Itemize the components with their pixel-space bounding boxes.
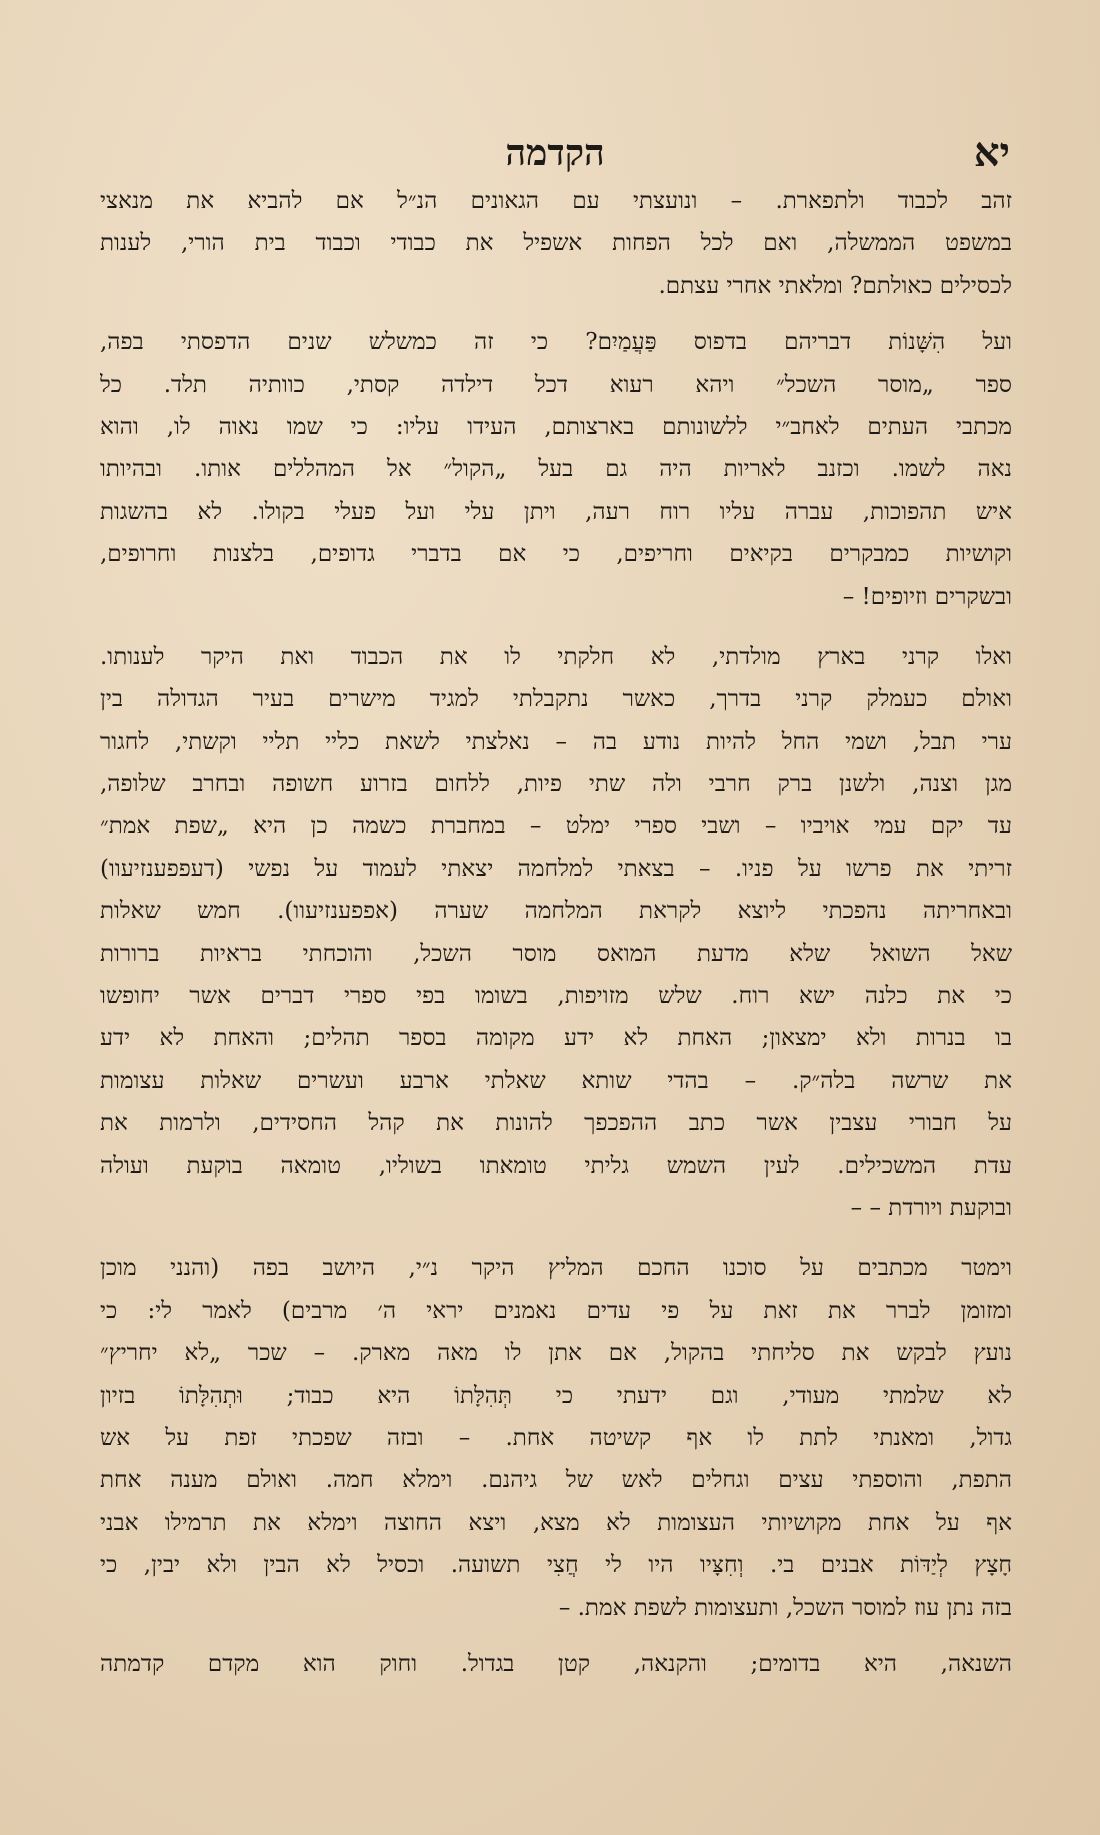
- text-line: ואולם כעמלק קרני בדרך, כאשר נתקבלתי למגיד מישרים בעיר הגדולה בין: [100, 686, 1012, 713]
- text-line: שאל השואל שלא מדעת המואס מוסר השכל, והוכחתי בראיות ברורות: [100, 940, 1012, 967]
- page-number: יא: [973, 129, 1010, 176]
- text-line: מכתבי העתים לאחב״י ללשונותם בארצותם, העידו עליו: כי שמו נאוה לו, והוא: [100, 413, 1012, 440]
- text-line: לכסילים כאולתם? ומלאתי אחרי עצתם.: [658, 272, 1012, 299]
- text-line: כי את כלנה ישא רוח. שלש מזויפות, בשומו בפי ספרי דברים אשר יחופשו: [100, 983, 1012, 1010]
- page-body: [100, 180, 1012, 1685]
- text-line: ובוקעת ויורדת – –: [850, 1194, 1012, 1221]
- text-line: את שרשה בלה״ק. – בהדי שותא שאלתי ארבע ועשרים שאלות עצומות: [100, 1067, 1012, 1094]
- text-line: אף על אחת מקושיותי העצומות לא מצא, ויצא החוצה וימלא את תרמילו אבני: [100, 1509, 1012, 1536]
- text-line: השנאה, היא בדומים; והקנאה, קטן בגדול. וחוק הוא מקדם קדמתה: [100, 1650, 1012, 1677]
- paragraph-4: [100, 1247, 1012, 1629]
- text-line: וקושיות כמבקרים בקיאים וחריפים, כי אם בדברי גדופים, בלצנות וחרופים,: [100, 541, 1012, 568]
- text-line: מגן וצנה, ולשנן ברק חרבי ולה שתי פיות, ללחום בזרוע חשופה ובחרב שלופה,: [100, 771, 1012, 798]
- paragraph-5: [100, 1643, 1012, 1685]
- text-line: בו בנרות ולא ימצאון; האחת לא ידע מקומה בספר תהלים; והאחת לא ידע: [100, 1025, 1012, 1052]
- text-line: ובשקרים וזיופים! –: [842, 583, 1012, 610]
- text-line: במשפט הממשלה, ואם לכל הפחות אשפיל את כבודי וכבוד בית הורי, לענות: [100, 230, 1012, 257]
- text-line: ועל הִשָּׁנוֹת דבריהם בדפוס פַּעֲמַיִם? כי זה כמשלש שנים הדפסתי בפה,: [100, 329, 1012, 356]
- text-line: לא שלמתי מעודי, וגם ידעתי כי תְּהִלָּתוֹ היא כבוד; וּתְהִלָּתוֹ בזיון: [100, 1382, 1012, 1409]
- paragraph-2: [100, 321, 1012, 618]
- text-line: ערי תבל, ושמי החל להיות נודע בה – נאלצתי לשאת כליי תליי וקשתי, לחגור: [100, 728, 1012, 755]
- text-line: ואלו קרני בארץ מולדתי, לא חלקתי לו את הכבוד ואת היקר לענותו.: [100, 643, 1012, 670]
- paragraph-1: [100, 180, 1012, 307]
- page-header: [100, 128, 1010, 178]
- text-line: ומזומן לברר את זאת על פי עדים נאמנים יראי ה׳ מרבים) לאמר לי: כי: [100, 1297, 1012, 1324]
- text-line: חָצָץ לְיַדּוֹת אבנים בי. וְחִצָּיו היו לי חֲצִי תשועה. וכסיל לא הבין ולא יבין, כי: [100, 1552, 1012, 1579]
- text-line: גדול, ומאנתי לתת לו אף קשיטה אחת. – ובזה שפכתי זפת על אש: [100, 1424, 1012, 1451]
- text-line: זריתי את פרשו על פניו. – בצאתי למלחמה יצאתי לעמוד על נפשי (דעפפענזיעוו): [100, 855, 1012, 882]
- text-line: עד יקם עמי אויביו – ושבי ספרי ימלט – במחברת כשמה כן היא „שפת אמת״: [100, 813, 1012, 840]
- text-line: התפת, והוספתי עצים וגחלים לאש של גיהנם. וימלא חמה. ואולם מענה אחת: [100, 1467, 1012, 1494]
- text-line: על חבורי עצבין אשר כתב ההפכפך להונות את קהל החסידים, ולרמות את: [100, 1110, 1012, 1137]
- text-line: זהב לכבוד ולתפארת. – ונועצתי עם הגאונים הנ״ל אם להביא את מנאצי: [100, 188, 1012, 214]
- text-line: ובאחריתה נהפכתי ליוצא לקראת המלחמה שערה (אפפענזיעוו). חמש שאלות: [100, 898, 1012, 925]
- text-line: איש תהפוכות, עברה עליו רוח רעה, ויתן עלי ועל פעלי בקולו. לא בהשגות: [100, 498, 1012, 525]
- text-line: נועץ לבקש את סליחתי בהקול, אם אתן לו מאה מארק. – שכר „לא יחריץ״: [100, 1340, 1012, 1367]
- paragraph-3: [100, 636, 1012, 1229]
- text-line: עדת המשכילים. לעין השמש גליתי טומאתו בשוליו, טומאה בוקעת ועולה: [100, 1152, 1012, 1179]
- text-line: בזה נתן עוז למוסר השכל, ותעצומות לשפת אמת. –: [558, 1594, 1012, 1621]
- text-line: ספר „מוסר השכל״ ויהא רעוא דכל דילדה קסתי, כוותיה תלד. כל: [100, 371, 1012, 398]
- text-line: נאה לשמו. וכזנב לאריות היה גם בעל „הקול״ אל המהללים אותו. ובהיותו: [100, 456, 1012, 483]
- text-line: וימטר מכתבים על סוכנו החכם המליץ היקר נ״י, היושב בפה (והנני מוכן: [100, 1255, 1012, 1282]
- page-title: הקדמה: [505, 132, 605, 174]
